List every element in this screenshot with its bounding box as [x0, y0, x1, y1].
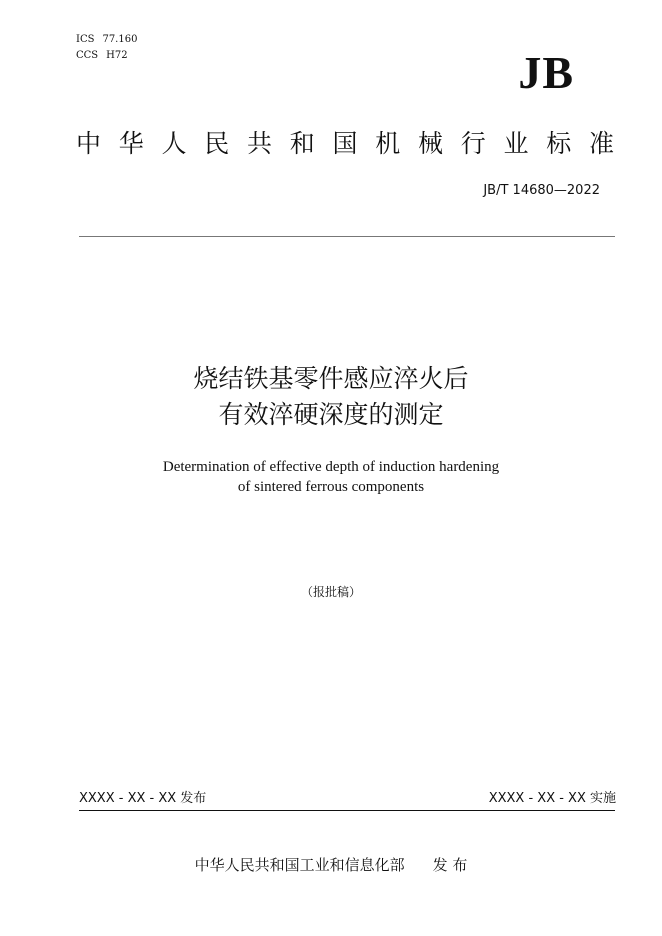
chinese-title-line-1: 烧结铁基零件感应淬火后: [193, 364, 469, 393]
top-divider: [79, 236, 615, 237]
ccs-label: CCS: [76, 50, 99, 61]
issue-date: XXXX - XX - XX 发布: [79, 791, 207, 806]
chinese-title-line-2: 有效淬硬深度的测定: [218, 400, 444, 429]
ccs-code: H72: [106, 50, 128, 61]
ics-code: 77.160: [102, 34, 138, 45]
standard-category-name: 中华人民共和国机械行业标准: [76, 129, 614, 158]
ics-row: [76, 32, 137, 48]
english-title-line-1: Determination of effective depth of induction hardening: [162, 459, 500, 475]
implementation-date: XXXX - XX - XX 实施: [488, 791, 616, 806]
jb-logo: JB: [518, 47, 574, 98]
ccs-row: [76, 48, 137, 64]
issuer-name: 中华人民共和国工业和信息化部: [194, 856, 405, 874]
bottom-divider: [79, 810, 615, 811]
classification-codes: [76, 32, 137, 64]
issuer-line: [0, 854, 662, 876]
english-title: [0, 457, 662, 497]
chinese-title: [0, 361, 662, 433]
issuer-action: 发 布: [432, 856, 468, 874]
draft-status: （报批稿）: [300, 585, 361, 599]
standard-code: JB/T 14680—2022: [483, 183, 600, 198]
english-title-line-2: of sintered ferrous components: [237, 479, 425, 495]
ics-label: ICS: [76, 34, 95, 45]
